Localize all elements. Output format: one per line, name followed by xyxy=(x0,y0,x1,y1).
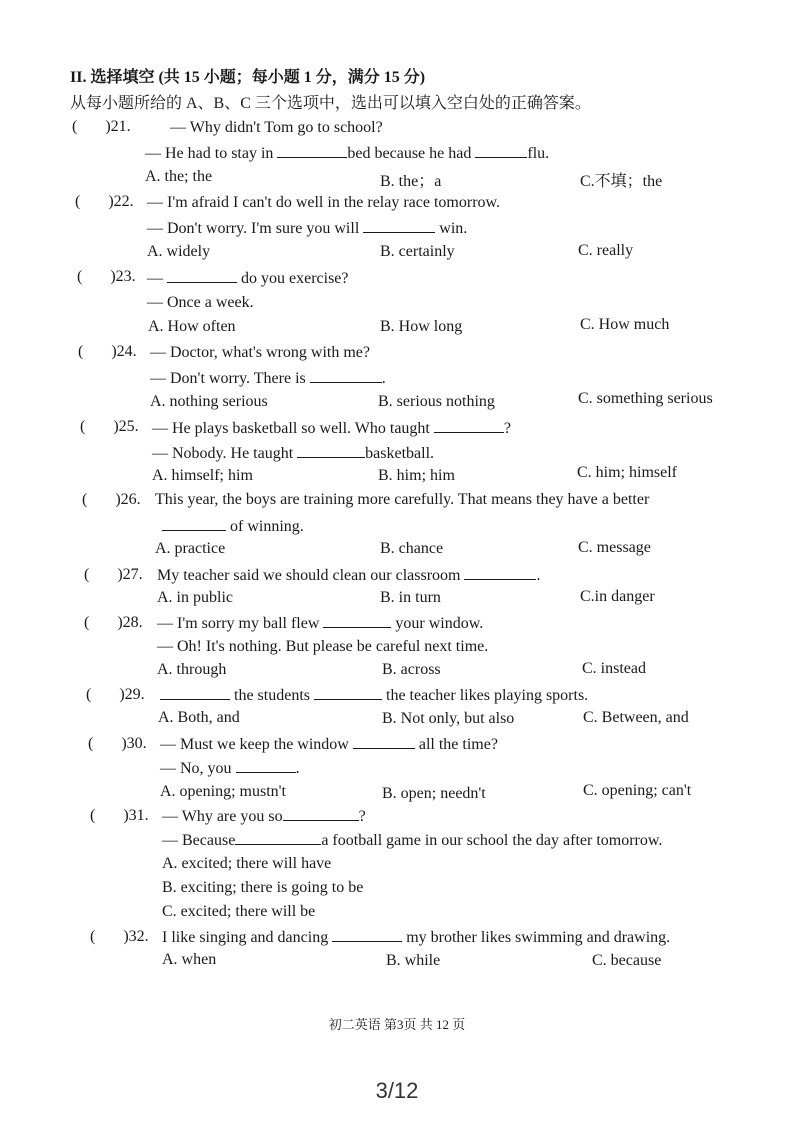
answer-paren[interactable]: ( )27. xyxy=(84,566,143,583)
option-a: A. in public xyxy=(157,589,233,606)
answer-blank[interactable] xyxy=(160,685,230,700)
option-a: A. excited; there will have xyxy=(162,855,332,872)
answer-paren[interactable]: ( )31. xyxy=(90,807,149,824)
answer-blank[interactable] xyxy=(297,443,365,458)
answer-blank[interactable] xyxy=(277,143,347,158)
exam-page: II. 选择填空 (共 15 小题；每小题 1 分，满分 15 分) 从每小题所给的 A、B、C 三个选项中，选出可以填入空白处的正确答案。 ( )21. — Why didn't Tom go to school? — He had to stay in bed because he had flu. A. the; the B. the；a C.不填；the ( )22. — I'm afraid I can't do well in the relay race tomorrow. — Don't worry. I'm sure you will win. A. widely B. certainly C. really ( )23. — do you exercise? — Once a week. A. How often B. How long C. How much ( )24. — Doctor, what's wrong with me? — Don't worry. There is . A. nothing serious B. serious nothing C. something serious ( )25. — He plays basketball so well. Who taught ? — Nobody. He taught basketball. A. himself; him B. him; him C. him; himself ( )26. This year, the boys are training more carefully. That means they have a better of winning. A. practice B. chance C. message ( )27. My teacher said we should clean our classroom . A. in public B. in turn C.in danger ( )28. — I'm sorry my ball flew your window. — Oh! It's nothing. But please be careful next time. A. through B. across C. instead ( )29. the students the teacher likes playing sports. A. Both, and B. Not only, but also C. Between, and ( )30. — Must we keep the window all the time? — No, you . A. opening; mustn't B. open; needn't C. opening; can't ( )31. — Why are you so ? — Because a football game in our school the day after tomorrow. A. excited; there will have B. exciting; there is going to be C. excited; there will be ( )32. I like singing and dancing my brother likes swimming and drawing. A. when B. while C. because 初二英语 第3页 共 12 页 3/12 xyxy=(0,0,794,1123)
section-title: II. 选择填空 (共 15 小题；每小题 1 分，满分 15 分) xyxy=(70,69,426,86)
page-indicator: 3/12 xyxy=(375,1078,419,1103)
option-c: C.不填；the xyxy=(580,173,663,190)
answer-blank[interactable] xyxy=(353,734,415,749)
option-b: B. while xyxy=(386,952,441,969)
answer-paren[interactable]: ( )22. xyxy=(75,193,134,210)
option-c: C. because xyxy=(592,952,662,969)
answer-paren[interactable]: ( )32. xyxy=(90,928,149,945)
answer-paren[interactable]: ( )26. xyxy=(82,491,141,508)
option-c: C. him; himself xyxy=(577,464,677,481)
option-c: C. excited; there will be xyxy=(162,903,316,920)
option-c: C. Between, and xyxy=(583,709,689,726)
option-c: C. something serious xyxy=(578,390,713,407)
option-b: B. exciting; there is going to be xyxy=(162,879,364,896)
option-c: C. really xyxy=(578,242,634,259)
option-b: B. across xyxy=(382,661,441,678)
option-a: A. opening; mustn't xyxy=(160,783,286,800)
option-a: A. himself; him xyxy=(152,467,253,484)
answer-blank[interactable] xyxy=(475,143,527,158)
answer-paren[interactable]: ( )30. xyxy=(88,735,147,752)
option-b: B. Not only, but also xyxy=(382,710,515,727)
option-c: C. instead xyxy=(582,660,646,677)
answer-blank[interactable] xyxy=(167,268,237,283)
option-c: C. message xyxy=(578,539,651,556)
option-c: C. opening; can't xyxy=(583,782,692,799)
answer-blank[interactable] xyxy=(323,613,391,628)
answer-blank[interactable] xyxy=(314,685,382,700)
option-b: B. open; needn't xyxy=(382,785,486,802)
option-a: A. widely xyxy=(147,243,211,260)
answer-paren[interactable]: ( )29. xyxy=(86,686,145,703)
answer-paren[interactable]: ( )23. xyxy=(77,268,136,285)
answer-blank[interactable] xyxy=(363,218,435,233)
option-b: B. How long xyxy=(380,318,463,335)
section-instruction: 从每小题所给的 A、B、C 三个选项中，选出可以填入空白处的正确答案。 xyxy=(70,95,591,112)
answer-paren[interactable]: ( )21. xyxy=(72,118,131,135)
option-b: B. serious nothing xyxy=(378,393,495,410)
answer-blank[interactable] xyxy=(434,418,504,433)
answer-blank[interactable] xyxy=(464,565,536,580)
option-a: A. Both, and xyxy=(158,709,240,726)
answer-blank[interactable] xyxy=(283,806,359,821)
option-a: A. through xyxy=(157,661,227,678)
answer-blank[interactable] xyxy=(235,830,321,845)
page-footer: 初二英语 第3页 共 12 页 xyxy=(328,1017,466,1032)
option-a: A. nothing serious xyxy=(150,393,268,410)
answer-paren[interactable]: ( )28. xyxy=(84,614,143,631)
option-a: A. practice xyxy=(155,540,226,557)
answer-blank[interactable] xyxy=(236,758,296,773)
answer-blank[interactable] xyxy=(162,516,226,531)
option-a: A. when xyxy=(162,951,217,968)
option-c: C.in danger xyxy=(580,588,655,605)
option-b: B. in turn xyxy=(380,589,441,606)
answer-paren[interactable]: ( )25. xyxy=(80,418,139,435)
option-b: B. the；a xyxy=(380,173,442,190)
option-a: A. the; the xyxy=(145,168,213,185)
option-b: B. chance xyxy=(380,540,444,557)
answer-blank[interactable] xyxy=(310,368,382,383)
answer-blank[interactable] xyxy=(332,927,402,942)
option-c: C. How much xyxy=(580,316,670,333)
option-a: A. How often xyxy=(148,318,236,335)
option-b: B. him; him xyxy=(378,467,455,484)
option-b: B. certainly xyxy=(380,243,455,260)
answer-paren[interactable]: ( )24. xyxy=(78,343,137,360)
